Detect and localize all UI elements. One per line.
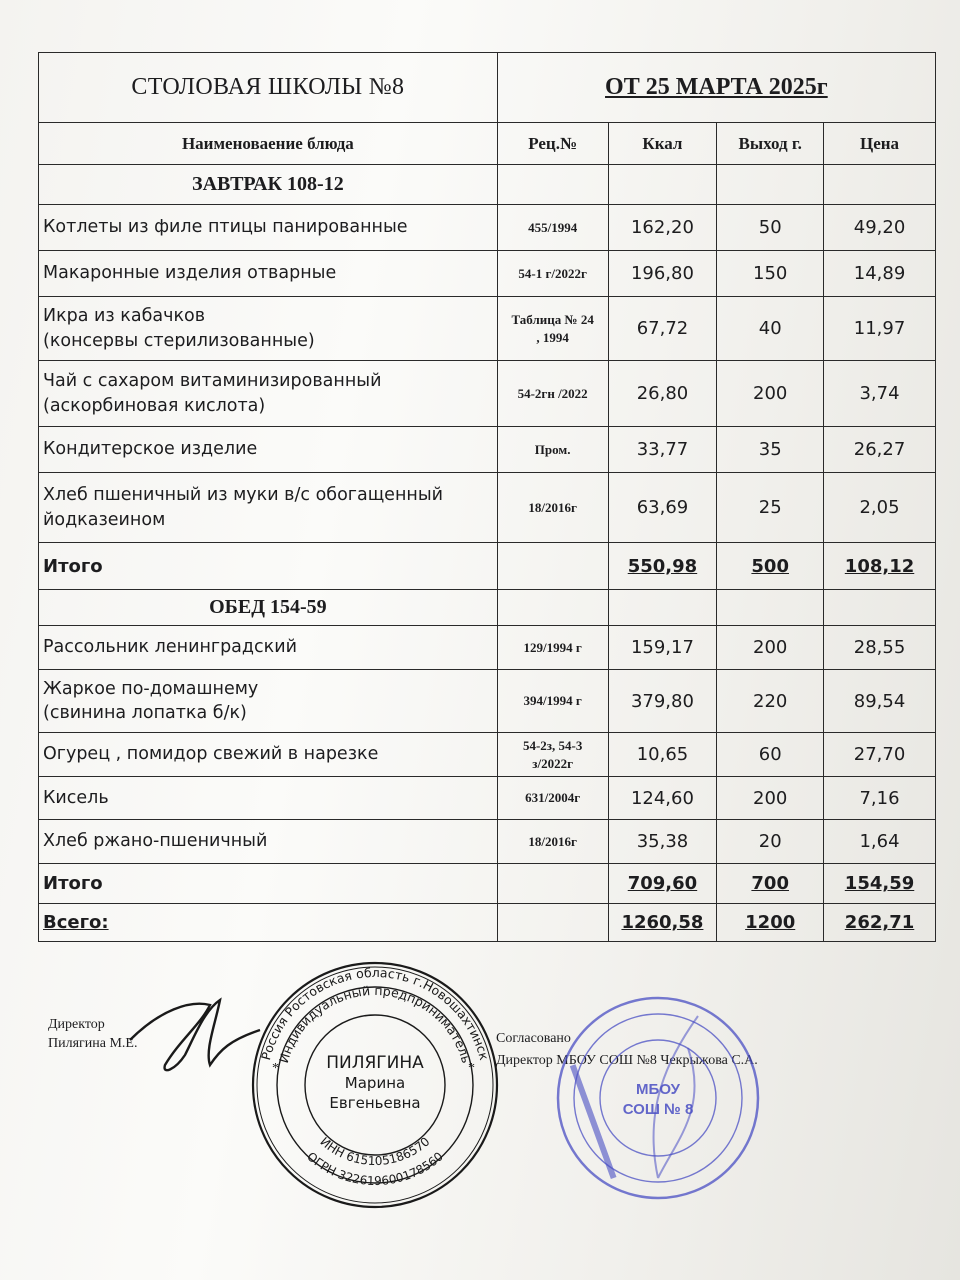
menu-table <box>38 52 936 942</box>
breakfast-total-price: 108,12 <box>824 543 936 590</box>
lunch-item-row <box>39 733 936 777</box>
kcal-value: 124,60 <box>608 777 717 820</box>
col-header-yield: Выход г. <box>717 123 824 165</box>
lunch-section-row <box>39 590 936 626</box>
recipe-number: 394/1994 г <box>497 670 608 733</box>
kcal-value: 67,72 <box>608 297 717 361</box>
breakfast-item-row <box>39 205 936 251</box>
dish-name: Кисель <box>39 777 498 820</box>
canteen-title: СТОЛОВАЯ ШКОЛЫ №8 <box>39 53 498 123</box>
price-value: 89,54 <box>824 670 936 733</box>
recipe-number: Таблица № 24 , 1994 <box>497 297 608 361</box>
dish-name: Чай с сахаром витаминизированный (аскорбиновая кислота) <box>39 361 498 427</box>
breakfast-total-label: Итого <box>39 543 498 590</box>
breakfast-section-row <box>39 165 936 205</box>
grand-total-kcal: 1260,58 <box>608 904 717 942</box>
grand-total-row <box>39 904 936 942</box>
breakfast-total-row <box>39 543 936 590</box>
school-round-seal <box>548 988 768 1208</box>
yield-value: 150 <box>717 251 824 297</box>
lunch-title: ОБЕД 154-59 <box>39 590 498 626</box>
dish-name: Икра из кабачков (консервы стерилизованные) <box>39 297 498 361</box>
yield-value: 220 <box>717 670 824 733</box>
kcal-value: 10,65 <box>608 733 717 777</box>
price-value: 3,74 <box>824 361 936 427</box>
dish-name: Макаронные изделия отварные <box>39 251 498 297</box>
dish-name: Жаркое по-домашнему (свинина лопатка б/к) <box>39 670 498 733</box>
breakfast-title: ЗАВТРАК 108-12 <box>39 165 498 205</box>
lunch-total-row <box>39 864 936 904</box>
recipe-number: 54-1 г/2022г <box>497 251 608 297</box>
col-header-price: Цена <box>824 123 936 165</box>
stamp-surname: ПИЛЯГИНА <box>326 1053 424 1073</box>
price-value: 14,89 <box>824 251 936 297</box>
stamp-ogrn: ОГРН 322619600178560 <box>304 1149 446 1189</box>
recipe-number: 54-2гн /2022 <box>497 361 608 427</box>
recipe-number: 18/2016г <box>497 820 608 864</box>
yield-value: 60 <box>717 733 824 777</box>
kcal-value: 35,38 <box>608 820 717 864</box>
svg-text:ИНН 615105186570 <box>317 1134 432 1168</box>
seal-center-line-2: СОШ № 8 <box>622 1101 694 1118</box>
stamp-first-name: Марина <box>344 1074 406 1092</box>
seal-center-line-1: МБОУ <box>636 1081 680 1098</box>
yield-value: 200 <box>717 777 824 820</box>
yield-value: 200 <box>717 361 824 427</box>
grand-total-yield: 1200 <box>717 904 824 942</box>
breakfast-item-row <box>39 297 936 361</box>
lunch-rows <box>39 626 936 864</box>
yield-value: 35 <box>717 427 824 473</box>
breakfast-item-row <box>39 251 936 297</box>
col-header-kcal: Ккал <box>608 123 717 165</box>
price-value: 7,16 <box>824 777 936 820</box>
breakfast-rows <box>39 205 936 543</box>
kcal-value: 162,20 <box>608 205 717 251</box>
director-title: Директор <box>48 1017 105 1032</box>
lunch-item-row <box>39 777 936 820</box>
grand-total-label: Всего: <box>39 904 498 942</box>
kcal-value: 63,69 <box>608 473 717 543</box>
breakfast-item-row <box>39 361 936 427</box>
dish-name: Котлеты из филе птицы панированные <box>39 205 498 251</box>
entrepreneur-stamp <box>250 960 500 1210</box>
svg-text:*: * <box>468 1061 475 1076</box>
recipe-number: 455/1994 <box>497 205 608 251</box>
yield-value: 200 <box>717 626 824 670</box>
column-header-row <box>39 123 936 165</box>
kcal-value: 379,80 <box>608 670 717 733</box>
price-value: 49,20 <box>824 205 936 251</box>
stamp-inner-text: Индивидуальный предприниматель <box>275 982 475 1065</box>
kcal-value: 26,80 <box>608 361 717 427</box>
lunch-total-price: 154,59 <box>824 864 936 904</box>
stamp-patronymic: Евгеньевна <box>329 1094 421 1112</box>
dish-name: Рассольник ленинградский <box>39 626 498 670</box>
lunch-total-yield: 700 <box>717 864 824 904</box>
director-name: Пилягина М.Е. <box>48 1035 138 1051</box>
lunch-item-row <box>39 670 936 733</box>
dish-name: Хлеб ржано-пшеничный <box>39 820 498 864</box>
kcal-value: 33,77 <box>608 427 717 473</box>
lunch-total-label: Итого <box>39 864 498 904</box>
lunch-item-row <box>39 626 936 670</box>
yield-value: 50 <box>717 205 824 251</box>
dish-name: Хлеб пшеничный из муки в/с обогащенный йодказеином <box>39 473 498 543</box>
yield-value: 25 <box>717 473 824 543</box>
grand-total-price: 262,71 <box>824 904 936 942</box>
yield-value: 40 <box>717 297 824 361</box>
recipe-number: 18/2016г <box>497 473 608 543</box>
recipe-number: Пром. <box>497 427 608 473</box>
dish-name: Кондитерское изделие <box>39 427 498 473</box>
price-value: 2,05 <box>824 473 936 543</box>
lunch-item-row <box>39 820 936 864</box>
approval-title: Согласовано <box>496 1031 571 1046</box>
svg-text:*: * <box>272 1061 279 1076</box>
approval-name: Директор МБОУ СОШ №8 Чекрыжова С.А. <box>496 1052 758 1068</box>
stamp-inn: ИНН 615105186570 <box>317 1134 433 1169</box>
col-header-recipe: Рец.№ <box>497 123 608 165</box>
recipe-number: 54-2з, 54-3 з/2022г <box>497 733 608 777</box>
price-value: 27,70 <box>824 733 936 777</box>
kcal-value: 196,80 <box>608 251 717 297</box>
breakfast-total-yield: 500 <box>717 543 824 590</box>
breakfast-total-kcal: 550,98 <box>608 543 717 590</box>
menu-date: ОТ 25 МАРТА 2025г <box>497 53 935 123</box>
lunch-total-kcal: 709,60 <box>608 864 717 904</box>
recipe-number: 129/1994 г <box>497 626 608 670</box>
price-value: 11,97 <box>824 297 936 361</box>
yield-value: 20 <box>717 820 824 864</box>
stamp-outer-text: Россия Ростовская область г.Новошахтинск <box>258 964 492 1062</box>
price-value: 26,27 <box>824 427 936 473</box>
breakfast-item-row <box>39 473 936 543</box>
kcal-value: 159,17 <box>608 626 717 670</box>
recipe-number: 631/2004г <box>497 777 608 820</box>
breakfast-item-row <box>39 427 936 473</box>
dish-name: Огурец , помидор свежий в нарезке <box>39 733 498 777</box>
director-handwritten-signature <box>120 980 270 1090</box>
price-value: 1,64 <box>824 820 936 864</box>
col-header-name: Наименоваение блюда <box>39 123 498 165</box>
title-row <box>39 53 936 123</box>
price-value: 28,55 <box>824 626 936 670</box>
